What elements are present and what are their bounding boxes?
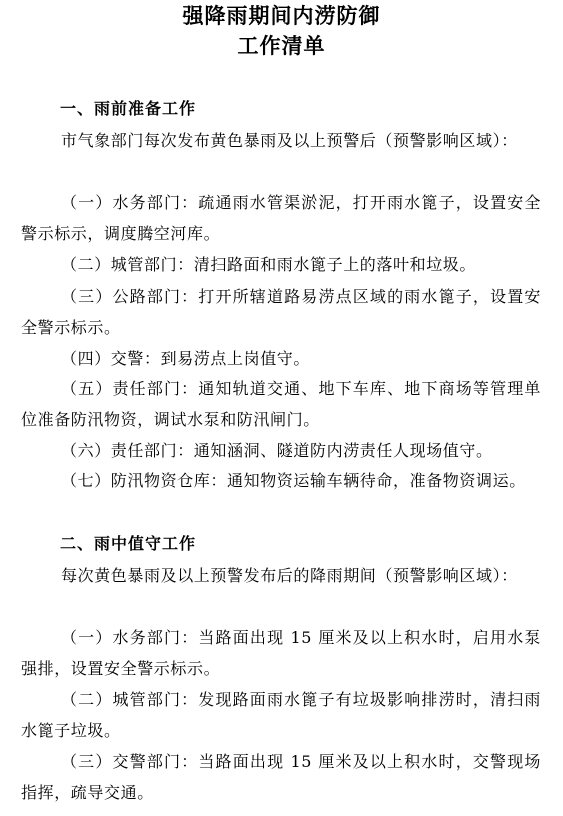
document-title-line-1: 强降雨期间内涝防御 bbox=[182, 4, 381, 28]
list-item: （三）交警部门：当路面出现 15 厘米及以上积水时，交警现场指挥，疏导交通。 bbox=[21, 752, 541, 802]
list-item: （一）水务部门：疏通雨水管渠淤泥，打开雨水篦子，设置安全警示标示，调度腾空河库。 bbox=[21, 193, 541, 243]
section-intro-during-rain: 每次黄色暴雨及以上预警发布后的降雨期间（预警影响区域）： bbox=[61, 566, 518, 585]
list-item: （二）城管部门：清扫路面和雨水篦子上的落叶和垃圾。 bbox=[61, 255, 477, 274]
list-item: （一）水务部门：当路面出现 15 厘米及以上积水时，启用水泵强排，设置安全警示标示。 bbox=[21, 628, 541, 678]
document-title-line-2: 工作清单 bbox=[237, 34, 326, 58]
section-heading-during-rain: 二、雨中值守工作 bbox=[60, 534, 197, 553]
section-heading-before-rain: 一、雨前准备工作 bbox=[60, 99, 197, 118]
list-item: （三）公路部门：打开所辖道路易涝点区域的雨水篦子，设置安全警示标示。 bbox=[21, 287, 541, 337]
list-item: （五）责任部门：通知轨道交通、地下车库、地下商场等管理单位准备防汛物资，调试水泵和防汛闸门。 bbox=[21, 379, 541, 429]
list-item: （四）交警：到易涝点上岗值守。 bbox=[61, 349, 311, 368]
section-intro-before-rain: 市气象部门每次发布黄色暴雨及以上预警后（预警影响区域）： bbox=[61, 131, 518, 150]
list-item: （七）防汛物资仓库：通知物资运输车辆待命，准备物资调运。 bbox=[61, 471, 526, 490]
list-item: （二）城管部门：发现路面雨水篦子有垃圾影响排涝时，清扫雨水篦子垃圾。 bbox=[21, 690, 541, 740]
list-item: （六）责任部门：通知涵洞、隧道防内涝责任人现场值守。 bbox=[61, 441, 493, 460]
